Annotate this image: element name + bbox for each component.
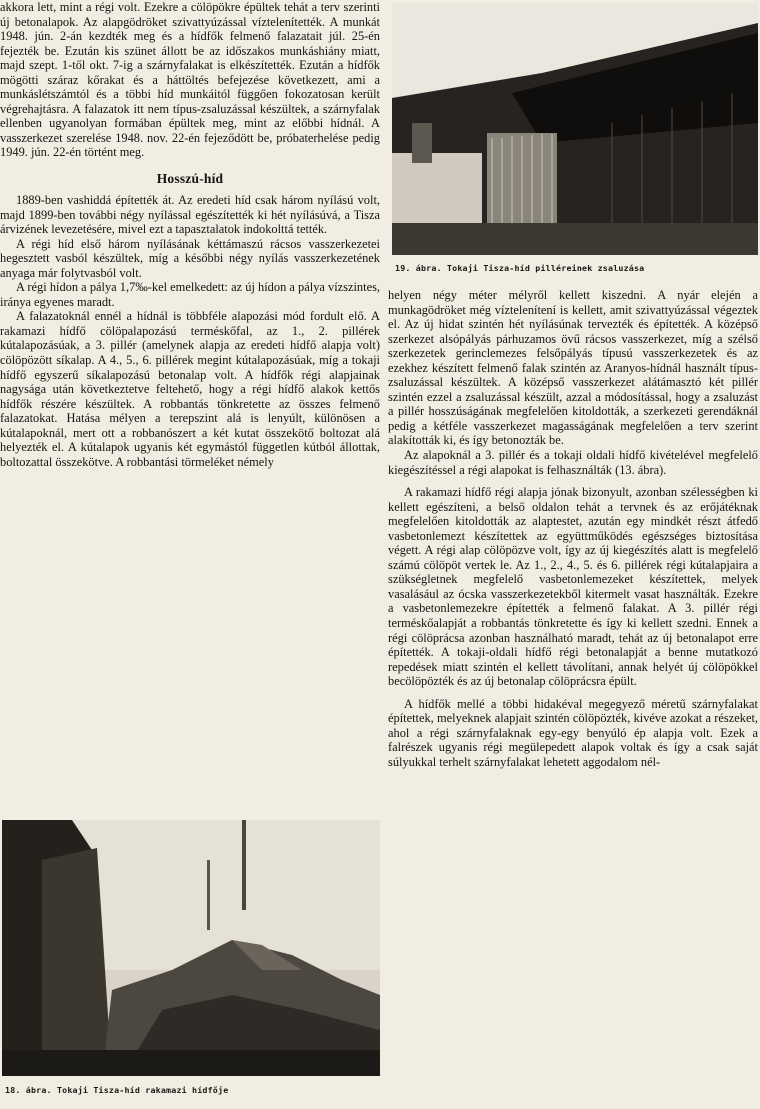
- section-heading: Hosszú-híd: [156, 171, 224, 187]
- figure-19-photo: [392, 3, 758, 255]
- figure-18-caption: 18. ábra. Tokaji Tisza-híd rakamazi hídfője: [5, 1085, 229, 1095]
- paragraph: akkora lett, mint a régi volt. Ezekre a cölöpökre épültek tehát a terv szerinti új betonalapok. Az alapgödröket szivattyúzással víztelenítették. A munkát 1948. jún. 2-án kezdték meg és a hídfők felmenő falazatait júl. 25-én fejezték be. Ezután kis szünet állott be az időszakos munkáshiány miatt, majd szept. 1-től okt. 7-ig a szárnyfalakat is elkészítették. Ezután a hídfők mögötti száraz kőrakat és a háttöltés befejezése következett, ami a munkáslétszámtól és a többi híd munkáitól függően fokozatosan került végrehajtásra. A falazatok itt nem típus-zsaluzással készültek, a szárnyfalak ellenben ugyanolyan formában épültek meg, mint az előbbi hídnál. A vasszerkezet szerelése 1948. nov. 22-én fejeződött be, próbaterhelése pedig 1949. jún. 22-én történt meg.: [0, 0, 380, 160]
- paragraph: A régi híd első három nyílásának kéttámaszú rácsos vasszerkezetei hegesztett vasból készültek, míg a későbbi négy nyílás vasszerkezetének anyaga már folytvasból volt.: [0, 236, 380, 280]
- paragraph: Az alapoknál a 3. pillér és a tokaji oldali hídfő kivételével megfelelő kiegészítéssel a régi alapokat is felhasználták (13. ábra).: [388, 448, 758, 477]
- left-column: [0, 0, 380, 812]
- figure-19-caption: 19. ábra. Tokaji Tisza-híd pilléreinek zsaluzása: [395, 263, 645, 273]
- paragraph: A falazatoknál ennél a hídnál is többféle alapozási mód fordult elő. A rakamazi hídfő cölöpalapozású terméskőfal, az 1., 2. pillérek kútalapozásúak, a 3. pillér (amelynek alapja az eredeti hídfő alapja volt) cölöpözött síkalap. A 4., 5., 6. pillérek megint kútalapozásúak, míg a tokaji hídfő egyszerű síkalapozású betonalap volt. A hídfők régi alapjainak nagysága után következtetve feltehető, hogy a régi hídfő alakok kettős hídfők részére készültek. A robbantás tönkretette az összes felmenő falazatokat. Hatása mélyen a terepszint alá is lenyúlt, különösen a kútalapoknál, mert ott a robbanószert a két kutat összekötő boltozat alá helyezték el. A kútalapok ugyanis két egymástól független kútból állottak, boltozattal összekötve. A robbantási törmeléket némely: [0, 309, 380, 469]
- right-column: [388, 288, 758, 1109]
- paragraph: A rakamazi hídfő régi alapja jónak bizonyult, azonban szélességben ki kellett egészíteni, a belső oldalon tehát a tervnek és az erőjátéknak megfelelően kitoldották az alaptestet, azután egy mindkét részt átfedő vasbetonlemezt készítettek az együttműködés egészséges biztosítása végett. A régi alap cölöpözve volt, így az új kiegészítés alatt is megfelelő számú cölöpöt vertek le. Az 1., 2., 4., 5. és 6. pillérek régi kútalapjaira a szükségletnek megfelelő vasbetonlemezeket készítettek, melyek vasalásául az ócska vasszerkezetekből kitermelt vasat használták. Ezekre a vasbetonlemezekre építették a felmenő falakat. A 3. pillér régi terméskőalapját a robbantás tönkretette és így ki kellett szedni. Ennek a régi cölöprácsa azonban használható maradt, tehát az új betonalapot erre építették. A tokaji-oldali hídfő régi betonalapját a benne mutatkozó repedések miatt szintén el kellett távolítani, annak helyét új cölöpökkel becölöpözték és az új betonalap cölöprácsra épült.: [388, 485, 758, 689]
- figure-18-photo: [2, 820, 380, 1076]
- paragraph: A hídfők mellé a többi hidakéval megegyező méretű szárnyfalakat építettek, melyeknek alapjait szintén cölöpözték, kivéve azokat a részeket, ahol a régi szárnyfalaknak egy-egy benyúló ép alapja volt. Ezek a falrészek ugyanis régi megülepedett alapok voltak és így a csak saját súlyukkal terhelt szárnyfalakat lehetett aggodalom nél-: [388, 696, 758, 769]
- paragraph: helyen négy méter mélyről kellett kiszedni. A nyár elején a munkagödröket még víztelenítení is kellett, amit szivattyúzással végeztek el. Az új hidat szintén hét nyílásúnak tervezték és építették. A középső szerkezet alsópályás párhuzamos övű rácsos vasszerkezet, míg a szélső szerkezetek gerinclemezes felsőpályás típusú vasszerkezetek és az ezekhez készített felmenő falak szintén az Aranyos-hídnál használt típus-zsaluzással készültek. A középső vasszerkezet alátámasztó két pillér szintén ezzel a zsaluzással készült, azzal a módosítással, hogy a zsaluzást a pillér hosszúságának megfelelően kitoldották, a szerkezeti gerendáknál pedig a kétféle vasszerkezet magasságának megfelelően a terv szerint alakították ki, és így betonozták be.: [388, 288, 758, 448]
- paragraph: 1889-ben vashiddá építették át. Az eredeti híd csak három nyílású volt, majd 1899-ben további négy nyílással egészítették ki hét nyílásúvá, a Tisza árvizének levezetésére, mivel ezt a tapasztalatok indokolttá tették.: [0, 193, 380, 237]
- paragraph: A régi hídon a pálya 1,7‰-kel emelkedett: az új hídon a pálya vízszintes, iránya egyenes maradt.: [0, 280, 380, 309]
